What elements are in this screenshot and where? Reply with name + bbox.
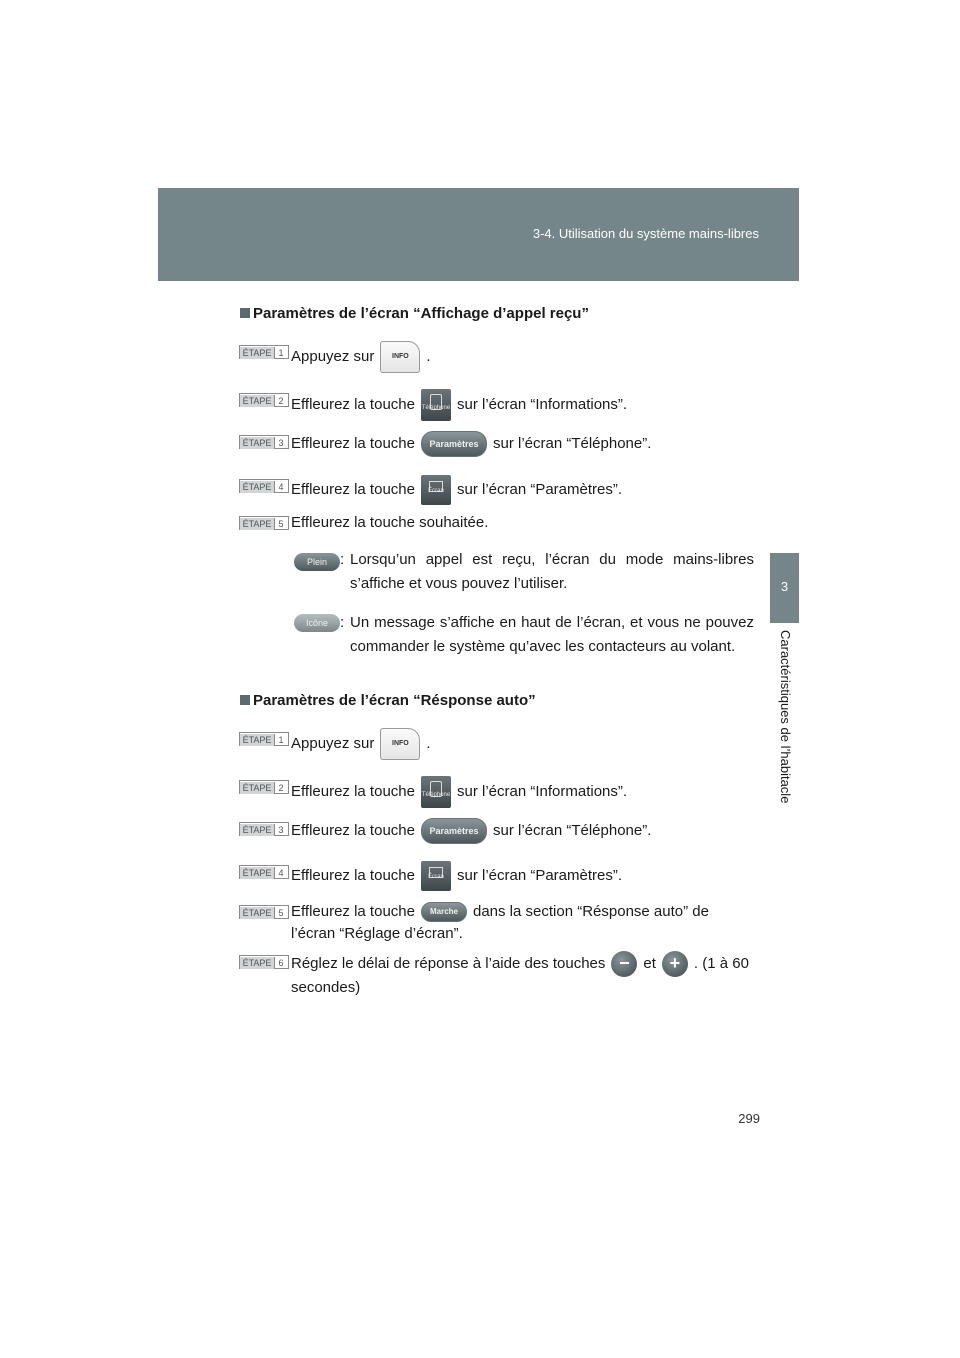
step-badge: ÉTAPE 3: [239, 435, 289, 449]
parametres-button-icon: Paramètres: [421, 431, 487, 457]
minus-button-icon: −: [611, 951, 637, 977]
bullet-square-icon: [240, 308, 250, 318]
ecran-button-icon: Écran: [421, 861, 451, 891]
step-badge: ÉTAPE 3: [239, 822, 289, 836]
step-badge: ÉTAPE 4: [239, 479, 289, 493]
section-title-auto-response: Paramètres de l’écran “Résponse auto”: [240, 692, 536, 709]
step-text: Effleurez la touche Téléphone sur l’écran “Informations”.: [291, 776, 627, 808]
step-badge: ÉTAPE 4: [239, 865, 289, 879]
option-description: : Un message s’affiche en haut de l’écran, et vous ne pouvez commander le système qu’avec les contacteurs au volant.: [340, 614, 754, 655]
step-text: Effleurez la touche Marche dans la section “Résponse auto” de l’écran “Réglage d’écran”.: [291, 903, 709, 942]
step-text: Réglez le délai de réponse à l’aide des touches − et + . (1 à 60 secondes): [291, 953, 749, 996]
ecran-button-icon: Écran: [421, 475, 451, 505]
option-description: : Lorsqu’un appel est reçu, l’écran du mode mains-libres s’affiche et vous pouvez l’utiliser.: [340, 551, 754, 592]
plus-button-icon: +: [662, 951, 688, 977]
step-badge: ÉTAPE 2: [239, 393, 289, 407]
step-badge: ÉTAPE 5: [239, 516, 289, 530]
page-number: 299: [738, 1111, 760, 1126]
step-badge: ÉTAPE 5: [239, 905, 289, 919]
telephone-button-icon: Téléphone: [421, 776, 451, 808]
step-badge: ÉTAPE 2: [239, 780, 289, 794]
plein-button-icon: Plein: [294, 553, 340, 571]
icone-button-icon: Icône: [294, 614, 340, 632]
step-text: Effleurez la touche Paramètres sur l’écran “Téléphone”.: [291, 431, 651, 457]
step-text: Effleurez la touche Paramètres sur l’écran “Téléphone”.: [291, 818, 651, 844]
step-badge: ÉTAPE 1: [239, 732, 289, 746]
info-button-icon: INFO: [380, 341, 420, 373]
telephone-button-icon: Téléphone: [421, 389, 451, 421]
breadcrumb: 3-4. Utilisation du système mains-libres: [532, 226, 759, 241]
step-text: Effleurez la touche Écran sur l’écran “Paramètres”.: [291, 475, 622, 505]
step-text: Appuyez sur INFO .: [291, 341, 431, 373]
chapter-tab: [770, 553, 799, 623]
step-text: Appuyez sur INFO .: [291, 728, 431, 760]
step-badge: ÉTAPE 1: [239, 345, 289, 359]
step-text: Effleurez la touche souhaitée.: [291, 514, 489, 531]
chapter-number: 3: [780, 579, 789, 594]
info-button-icon: INFO: [380, 728, 420, 760]
step-text: Effleurez la touche Téléphone sur l’écran “Informations”.: [291, 389, 627, 421]
chapter-title: Caractéristiques de l’habitacle: [778, 630, 793, 804]
section-title-incoming-call: Paramètres de l’écran “Affichage d’appel reçu”: [240, 305, 589, 322]
header-bar: [158, 188, 799, 281]
marche-button-icon: Marche: [421, 902, 467, 922]
bullet-square-icon: [240, 695, 250, 705]
step-badge: ÉTAPE 6: [239, 955, 289, 969]
parametres-button-icon: Paramètres: [421, 818, 487, 844]
step-text: Effleurez la touche Écran sur l’écran “Paramètres”.: [291, 861, 622, 891]
